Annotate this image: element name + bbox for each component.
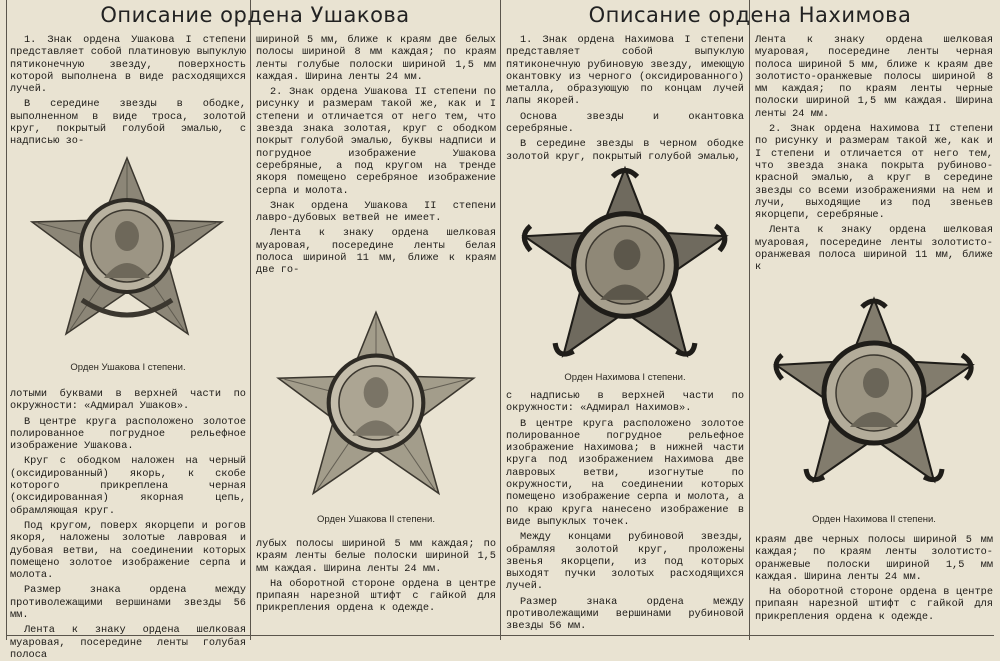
paragraph: лубых полосы шириной 5 мм каждая; по краям ленты белые полоски шириной 1,5 мм каждая. Ширина ленты 24 мм. [256,538,496,575]
paragraph: Знак ордена Ушакова II степени лавро-дубовых ветвей не имеет. [256,199,496,225]
col1-bottom-text [10,388,246,661]
col4-bottom-text [755,534,993,634]
paragraph: На оборотной стороне ордена в центре припаян нарезной штифт с гайкой для прикрепления ордена к одежде. [256,577,496,615]
paragraph: 2. Знак ордена Ушакова II степени по рисунку и размерам такой же, как и I степени и отличается от него тем, что звезда знака золотая, круг с ободком покрыт голубой эмалью, буквы надписи и погрудное изображение Ушакова серебряные, а под кругом на тренде якоря помещено серебряное изображение серпа и молота. [256,86,496,197]
paragraph: шириной 5 мм, ближе к краям две белых полосы шириной 8 мм каждая; по краям ленты голубые полоски шириной 1,5 мм каждая. Ширина ленты 24 мм. [256,34,496,83]
ushakov-headline: Описание ордена Ушакова [100,3,410,27]
ushakov-order-1-medal [22,150,232,350]
paragraph: На оборотной стороне ордена в центре припаян нарезной штифт с гайкой для прикрепления ордена к одежде. [755,586,993,623]
paragraph: Размер знака ордена между противолежащими вершинами звезды 56 мм. [10,584,246,622]
medal-caption: Орден Ушакова I степени. [70,362,186,373]
col3-bottom-text [506,390,744,634]
col2-top-text [256,34,496,300]
paragraph: Размер знака ордена между противолежащими вершинами рубиновой звезды 56 мм. [506,595,744,633]
paragraph: В середине звезды в ободке, выполненном в виде троса, золотой круг, покрытый голубой эмалью, с надписью зо- [10,98,246,148]
paragraph: 1. Знак ордена Нахимова I степени представляет собой выпуклую пятиконечную рубиновую звезду, имеющую окантовку из черного (оксидированного) металла, образующую по концам лучей лапы якорей. [506,34,744,108]
paragraph: Под кругом, поверх якорцепи и рогов якоря, наложены золотые лавровая и дубовая ветви, на соединении которых помещено золотое изображение серпа и молота. [10,519,246,582]
paragraph: Между концами рубиновой звезды, обрамляя золотой круг, проложены звенья якорцепи, из под которых выходят пучки золотых расходящихся лучей. [506,531,744,593]
col2-bottom-text [256,538,496,634]
column-rule [6,0,7,640]
paragraph: В середине звезды в черном ободке золотой круг, покрытый голубой эмалью, [506,138,744,163]
paragraph: Лента к знаку ордена шелковая муаровая, посередине ленты черная полоса шириной 5 мм, ближе к краям две золотисто-оранжевые полосы шириной 8 мм каждая; по краям ленты черные полоски шириной 1,5 мм каждая. Ширина ленты 24 мм. [755,34,993,120]
nakhimov-headline: Описание ордена Нахимова [588,3,912,27]
paragraph: 1. Знак ордена Ушакова I степени представляет собой платиновую выпуклую пятиконечную звезду, поверхность которой выполнена в виде расходящихся лучей. [10,34,246,96]
paragraph: Лента к знаку ордена шелковая муаровая, посередине ленты голубая полоса [10,624,246,661]
paragraph: с надписью в верхней части по окружности: «Адмирал Нахимов». [506,390,744,415]
paragraph: В центре круга расположено золотое полированное погрудное рельефное изображение Нахимова; в нижней части круга под изображением Нахимова две лавровых ветви, изогнутые по окружности, на соединении которых помещено изображение серпа и молота, а по краю круга нанесено изображение в виде выпуклых точек. [506,417,744,528]
paragraph: Основа звезды и окантовка серебряные. [506,110,744,136]
column-rule [500,0,501,640]
nakhimov-order-2-medal [764,288,984,498]
paragraph: Лента к знаку ордена шелковая муаровая, посередине ленты белая полоса шириной 11 мм, ближе к краям две го- [256,227,496,277]
medal-caption: Орден Нахимова I степени. [564,372,686,383]
column-rule [749,0,750,640]
ushakov-order-2-medal [268,302,484,512]
medal-caption: Орден Нахимова II степени. [812,514,936,525]
paragraph: Лента к знаку ордена шелковая муаровая, посередине ленты золотисто-оранжевая полоса шириной 11 мм, ближе к [755,224,993,274]
medal-caption: Орден Ушакова II степени. [317,514,435,525]
paragraph: краям две черных полосы шириной 5 мм каждая; по краям ленты золотисто-оранжевые полоски шириной 1,5 мм каждая. Ширина ленты 24 мм. [755,534,993,583]
col1-top-text [10,34,246,148]
col4-top-text [755,34,993,282]
column-rule [250,0,251,640]
paragraph: 2. Знак ордена Нахимова II степени по рисунку и размерам такой же, как и I степени и отличается от него тем, что звезда знака покрыта рубиново-красной эмалью, а круг в середине звезды со всеми изображениями на нем и лучи, выходящие из под звеньев якорцепи, серебряные. [755,123,993,222]
paragraph: лотыми буквами в верхней части по окружности: «Адмирал Ушаков». [10,388,246,413]
nakhimov-order-1-medal [512,160,738,370]
paragraph: Круг с ободком наложен на черный (оксидированный) якорь, к скобе которого прикреплена черная (оксидированная) якорная цепь, обрамляющая круг. [10,455,246,517]
col3-top-text [506,34,744,162]
paragraph: В центре круга расположено золотое полированное погрудное рельефное изображение Ушакова. [10,415,246,453]
